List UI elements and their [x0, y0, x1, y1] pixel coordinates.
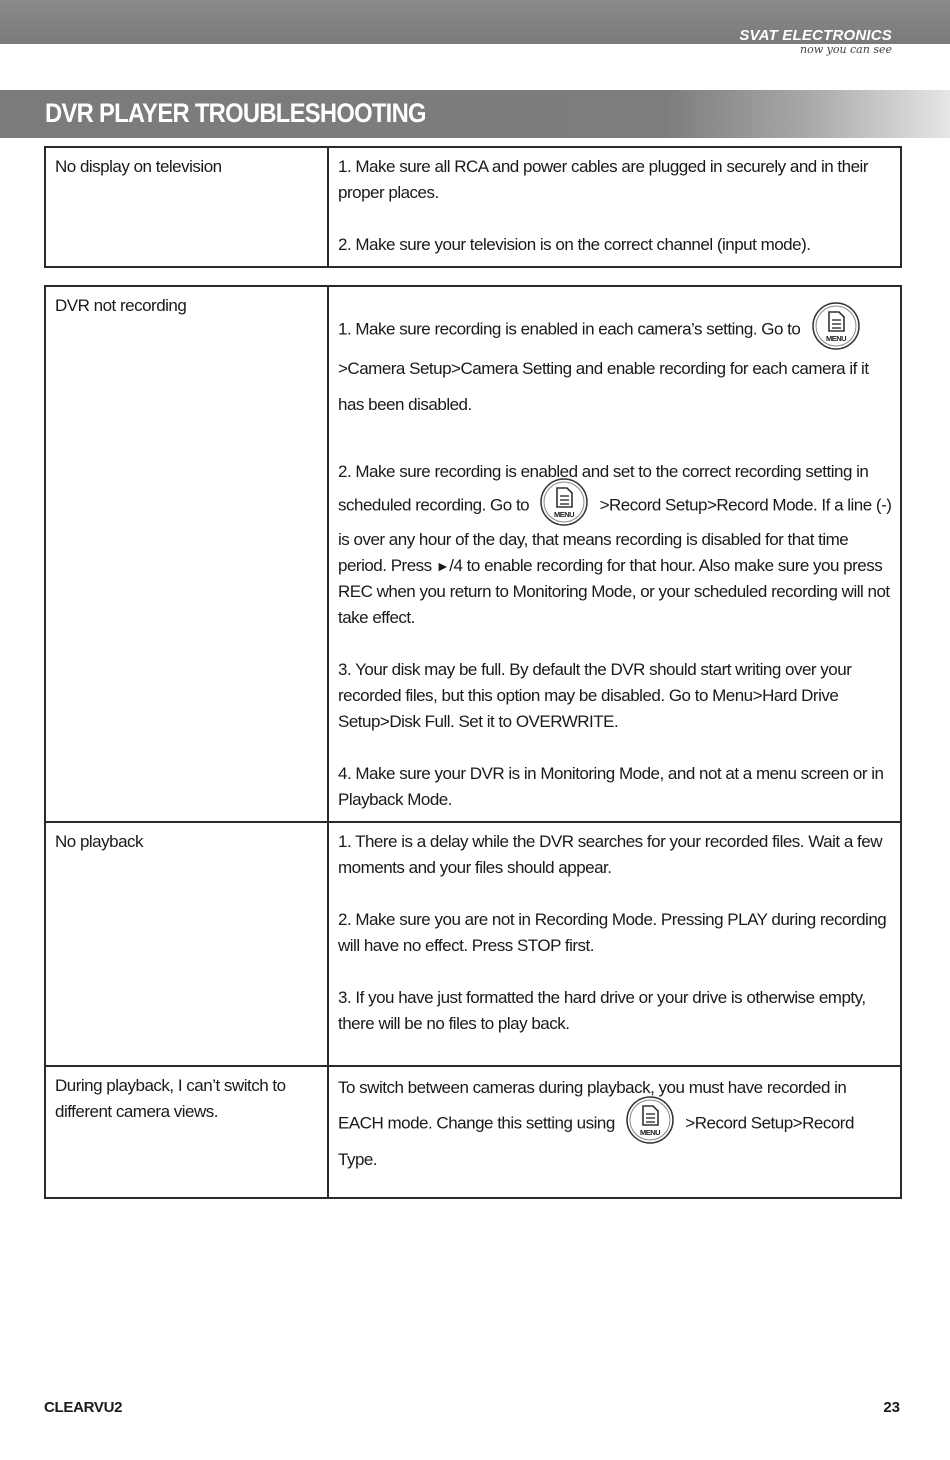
menu-button-icon [539, 477, 589, 527]
play-icon: ► [435, 558, 450, 574]
table-row [45, 822, 901, 1066]
table-row [45, 147, 901, 267]
footer-model: CLEARVU2 [44, 1399, 123, 1416]
solution-text: To switch between cameras during playback, you must have recorded in EACH mode. Change this setting using [338, 1078, 847, 1133]
svg-text:MENU: MENU [554, 510, 575, 519]
problem-cell [45, 286, 328, 822]
solution-text: >Record Setup>Record Type. [338, 1113, 854, 1169]
menu-button-icon [625, 1095, 675, 1145]
problem-text: No playback [55, 832, 144, 851]
troubleshooting-table-2 [44, 285, 902, 1199]
solution-step [338, 459, 892, 631]
solution-step: 2. Make sure you are not in Recording Mode. Pressing PLAY during recording will have no effect. Press STOP first. [338, 910, 887, 955]
solution-text: 1. Make sure recording is enabled in each camera’s setting. Go to [338, 319, 801, 339]
problem-text: During playback, I can’t switch to different camera views. [55, 1076, 286, 1121]
solution-text: >Record Setup>Record Mode. If a line (-) is over any hour of the day, that means recording is disabled for that time period. Press [338, 495, 892, 575]
solution-text: /4 to enable recording for that hour. Also make sure you press REC when you return to Monitoring Mode, or your scheduled recording will not take effect. [338, 556, 890, 627]
brand-name: SVAT ELECTRONICS [739, 27, 892, 44]
solution-step: 4. Make sure your DVR is in Monitoring Mode, and not at a menu screen or in Playback Mode. [338, 764, 884, 809]
solution-cell [328, 1066, 901, 1198]
problem-cell [45, 822, 328, 1066]
solution-step: 3. Your disk may be full. By default the DVR should start writing over your recorded files, but this option may be disabled. Go to Menu>Hard Drive Setup>Disk Full. Set it to OVERWRITE. [338, 660, 852, 731]
solution-step [338, 309, 892, 423]
page-title: DVR PLAYER TROUBLESHOOTING [45, 98, 426, 128]
menu-button-icon [811, 301, 861, 351]
solution-step: 1. Make sure all RCA and power cables are plugged in securely and in their proper places. [338, 157, 868, 202]
solution-step: 3. If you have just formatted the hard drive or your drive is otherwise empty, there will be no files to play back. [338, 988, 866, 1033]
troubleshooting-table-1 [44, 146, 902, 268]
solution-text: 2. Make sure recording is enabled and set to the correct recording setting in scheduled recording. Go to [338, 462, 869, 515]
brand-logo [739, 28, 892, 56]
svg-text:MENU: MENU [640, 1128, 661, 1137]
problem-text: No display on television [55, 157, 222, 176]
problem-cell [45, 1066, 328, 1198]
problem-cell [45, 147, 328, 267]
solution-step: 2. Make sure your television is on the correct channel (input mode). [338, 235, 811, 254]
table-row [45, 1066, 901, 1198]
solution-cell [328, 286, 901, 822]
brand-tagline: now you can see [799, 43, 892, 56]
solution-step: 1. There is a delay while the DVR searches for your recorded files. Wait a few moments and your files should appear. [338, 832, 882, 877]
solution-cell [328, 822, 901, 1066]
title-band [0, 90, 950, 138]
problem-text: DVR not recording [55, 296, 187, 315]
svg-text:MENU: MENU [825, 334, 846, 343]
page-number: 23 [883, 1399, 900, 1416]
solution-text: >Camera Setup>Camera Setting and enable recording for each camera if it has been disabled. [338, 359, 869, 414]
solution-cell [328, 147, 901, 267]
table-row [45, 286, 901, 822]
solution-step [338, 1073, 892, 1175]
